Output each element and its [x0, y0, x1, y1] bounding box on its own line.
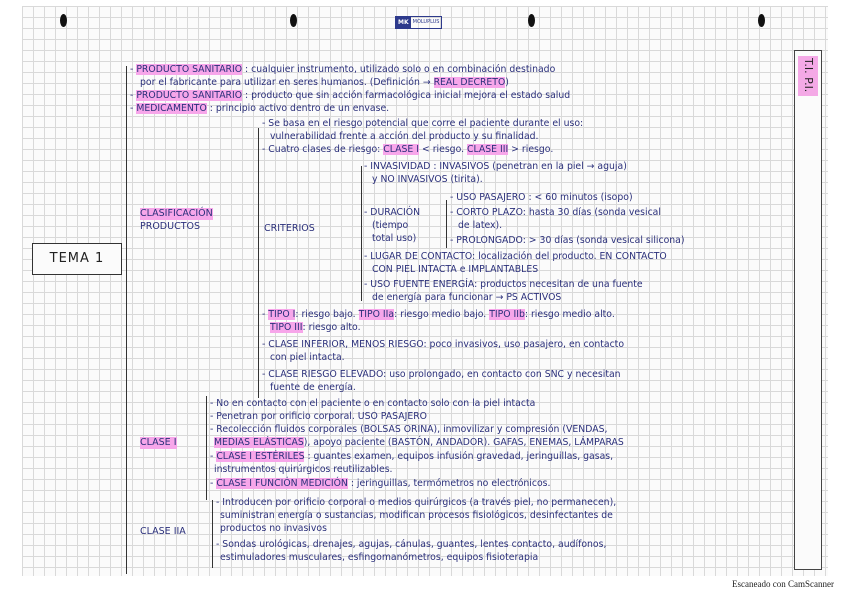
text-segment: - INVASIVIDAD : INVASIVOS (penetran en la piel → aguja) [364, 161, 627, 172]
highlighted-term: MEDIAS ELÁSTICAS [214, 437, 304, 448]
highlighted-term: MEDICAMENTO [136, 103, 207, 114]
text-segment: de latex). [458, 220, 503, 231]
text-segment: - CLASE INFERIOR, MENOS RIESGO: poco invasivos, uso pasajero, en contacto [262, 339, 625, 350]
text-segment: - [130, 103, 137, 114]
text-line [214, 464, 393, 476]
text-segment: CON PIEL INTACTA e IMPLANTABLES [372, 264, 539, 275]
text-line [364, 207, 420, 219]
text-segment: - USO PASAJERO : < 60 minutos (isopo) [450, 192, 633, 203]
text-segment: - Se basa en el riesgo potencial que corre el paciente durante el uso: [262, 118, 584, 129]
text-line [270, 131, 539, 143]
text-line [270, 382, 356, 394]
text-line [262, 118, 583, 130]
text-line [210, 411, 427, 423]
text-segment: ), apoyo paciente (BASTÓN, ANDADOR). GAFAS, ENEMAS, LÁMPARAS [303, 437, 624, 448]
side-label: T.I. P.I. [802, 58, 815, 93]
text-segment: de energía para funcionar → PS ACTIVOS [372, 292, 562, 303]
text-segment: - CLASE RIESGO ELEVADO: uso prolongado, en contacto con SNC y necesitan [262, 369, 621, 380]
text-line [220, 523, 327, 535]
text-segment: : producto que sin acción farmacológica inicial mejora el estado salud [242, 90, 571, 101]
text-line [364, 251, 667, 263]
text-segment: productos no invasivos [220, 523, 327, 534]
highlighted-term: CLASE I ESTÉRILES [216, 451, 305, 462]
text-segment: : jeringuillas, termómetros no electrónicos. [347, 478, 551, 489]
text-segment: - USO FUENTE ENERGÍA: productos necesitan de una fuente [364, 279, 643, 290]
text-segment: - Introducen por orificio corporal o medios quirúrgicos (a través piel, no permanecen), [216, 497, 617, 508]
text-line [270, 352, 345, 364]
logo-text: MOLUPLUS [412, 19, 440, 25]
side-margin-box [794, 50, 822, 570]
text-segment: : riesgo medio alto. [524, 309, 615, 320]
text-line [262, 339, 624, 351]
text-segment: : riesgo alto. [302, 322, 361, 333]
text-segment: : guantes examen, equipos infusión gravedad, jeringuillas, gasas, [304, 451, 614, 462]
text-line [270, 322, 361, 334]
text-segment: - [210, 478, 217, 489]
topic-box: TEMA 1 [32, 243, 122, 275]
text-segment: - Cuatro clases de riesgo: [262, 144, 384, 155]
text-segment: : principio activo dentro de un envase. [206, 103, 390, 114]
text-segment: - [130, 64, 137, 75]
branch-productos: PRODUCTOS [140, 221, 201, 232]
text-segment: - PROLONGADO: > 30 días (sonda vesical silicona) [450, 235, 685, 246]
text-line [372, 174, 483, 186]
branch-criterios: CRITERIOS [264, 223, 315, 234]
text-line [372, 220, 408, 232]
text-line [214, 437, 624, 449]
text-segment: - [262, 309, 269, 320]
highlighted-term: TIPO III [270, 322, 303, 333]
text-segment: - No en contacto con el paciente o en contacto solo con la piel intacta [210, 398, 536, 409]
text-line [140, 77, 509, 89]
highlighted-term: CLASE I FUNCIÓN MEDICIÓN [216, 478, 348, 489]
branch-clase2a: CLASE IIA [140, 526, 186, 537]
text-segment: suministran energía o sustancias, modifican procesos fisiológicos, desinfectantes de [220, 510, 613, 521]
side-label-highlight [798, 56, 818, 96]
text-segment: vulnerabilidad frente a acción del producto y su finalidad. [270, 131, 539, 142]
criterios-brace [361, 166, 362, 301]
text-segment: - [210, 451, 217, 462]
text-segment: fuente de energía. [270, 382, 356, 393]
text-line [130, 103, 389, 115]
binder-hole [60, 14, 67, 27]
text-line [262, 309, 615, 321]
binder-hole [758, 14, 765, 27]
text-segment: > riesgo. [508, 144, 554, 155]
text-line [216, 539, 606, 551]
text-line [372, 264, 538, 276]
duracion-brace [446, 200, 447, 248]
text-segment: total uso) [372, 233, 417, 244]
text-line [216, 497, 616, 509]
clase2a-brace [212, 500, 213, 568]
text-line [262, 144, 553, 156]
highlighted-term: PRODUCTO SANITARIO [136, 64, 243, 75]
text-segment: < riesgo. [419, 144, 468, 155]
text-segment: - Recolección fluidos corporales (BOLSAS ORINA), inmovilizar y compresión (VENDAS, [210, 424, 608, 435]
highlighted-term: TIPO I [268, 309, 296, 320]
scanner-watermark: Escaneado con CamScanner [732, 579, 834, 589]
main-brace [126, 66, 127, 574]
text-segment: : cualquier instrumento, utilizado solo o en combinación destinado [242, 64, 556, 75]
text-line [372, 233, 416, 245]
text-line [262, 369, 621, 381]
branch-clase1: CLASE I [140, 437, 177, 448]
text-segment: : riesgo bajo. [295, 309, 359, 320]
text-line [220, 552, 538, 564]
text-segment: - [130, 90, 137, 101]
text-line [130, 90, 570, 102]
text-line [130, 64, 555, 76]
binder-hole [290, 14, 297, 27]
highlighted-term: CLASE III [467, 144, 509, 155]
text-segment: (tiempo [372, 220, 409, 231]
text-line [450, 207, 661, 219]
text-segment: - CORTO PLAZO: hasta 30 días (sonda vesical [450, 207, 661, 218]
text-segment: - Sondas urológicas, drenajes, agujas, cánulas, guantes, lentes contacto, audífonos, [216, 539, 607, 550]
text-line [210, 398, 535, 410]
text-segment: - Penetran por orificio corporal. USO PASAJERO [210, 411, 427, 422]
text-line [210, 424, 607, 436]
text-line [364, 279, 643, 291]
text-segment: y NO INVASIVOS (tirita). [372, 174, 483, 185]
branch-clasificacion: CLASIFICACIÓN [140, 208, 213, 219]
text-segment: por el fabricante para utilizar en seres humanos. (Definición → [140, 77, 434, 88]
text-segment: - LUGAR DE CONTACTO: localización del producto. EN CONTACTO [364, 251, 667, 262]
text-line [450, 235, 685, 247]
text-line [210, 451, 613, 463]
text-line [220, 510, 613, 522]
text-segment: ) [505, 77, 509, 88]
text-line [450, 192, 633, 204]
text-line [458, 220, 502, 232]
text-segment: estimuladores musculares, esfingomanómetros, equipos fisioterapia [220, 552, 539, 563]
text-line [364, 161, 627, 173]
logo-box: MK [398, 19, 409, 26]
highlighted-term: TIPO IIb [489, 309, 525, 320]
text-segment: instrumentos quirúrgicos reutilizables. [214, 464, 393, 475]
clase1-brace [206, 396, 207, 500]
clasificacion-brace [258, 128, 259, 398]
text-line [210, 478, 550, 490]
highlighted-term: TIPO IIa [358, 309, 395, 320]
notebook-logo [395, 16, 442, 29]
text-line [372, 292, 561, 304]
highlighted-term: REAL DECRETO [433, 77, 506, 88]
highlighted-term: CLASE I [383, 144, 419, 155]
binder-hole [528, 14, 535, 27]
highlighted-term: PRODUCTO SANITARIO [136, 90, 243, 101]
text-segment: con piel intacta. [270, 352, 345, 363]
notebook-page [22, 6, 828, 576]
text-segment: - DURACIÓN [364, 207, 421, 218]
text-segment: : riesgo medio bajo. [394, 309, 490, 320]
